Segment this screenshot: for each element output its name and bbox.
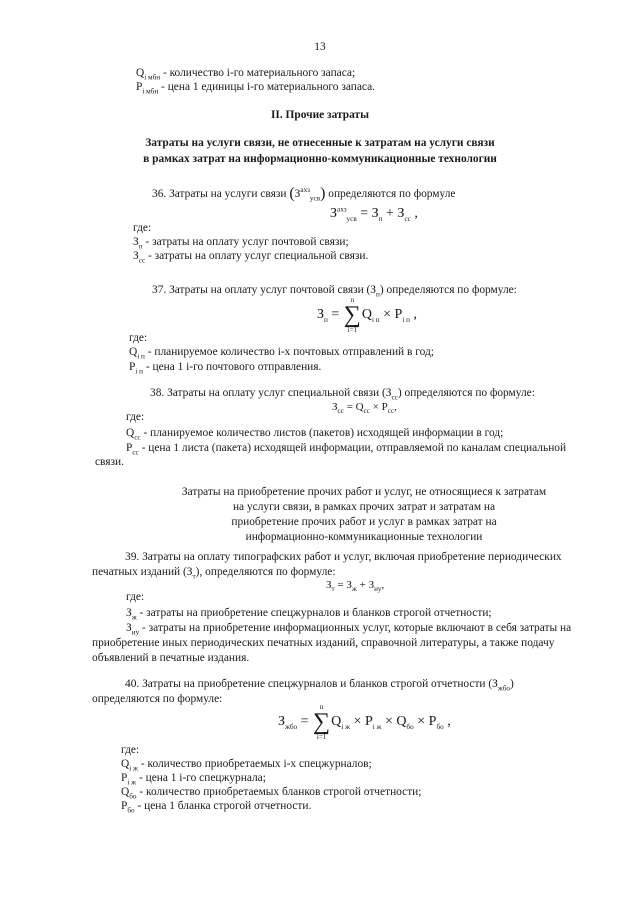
- sum-sign: ∑ n i=1: [343, 296, 361, 334]
- where-label: где:: [121, 744, 140, 756]
- item-36-heading: 36. Затраты на услуги связи $(З^{ахз}_{усв})$ определяются по формуле: [152, 185, 456, 203]
- def-q-bo: $Q_{бо}$ - количество приобретаемых бланков строгой отчетности;: [121, 786, 422, 801]
- def-z-ss: $З_{сс}$ - затраты на оплату услуг специальной связи.: [133, 250, 369, 265]
- subsection2-title-line: Затраты на приобретение прочих работ и услуг, не относящиеся к затратам: [181, 486, 547, 498]
- subsection2-title-line: на услуги связи, в рамках прочих затрат и затратам на: [232, 501, 496, 513]
- def-z-iu: $З_{иу}$ - затраты на приобретение информационных услуг, которые включают в себя затраты на: [126, 622, 572, 637]
- formula-38: $З_{сс} = Q_{сс} \times P_{сс}$,: [332, 401, 397, 416]
- formula-40: $З_{жбо}$ = ∑ n i=1 $Q_{i ж} \times P_{i ж} \times Q_{бо} \times P_{бо}$ ,: [278, 703, 451, 741]
- item-39-line2: печатных изданий $(З_т)$, определяются по формуле:: [92, 566, 336, 581]
- def-p-ss: $P_{сс}$ - цена 1 листа (пакета) исходящей информации, отправляемой по каналам специальной: [126, 442, 567, 457]
- item-37-heading: 37. Затраты на оплату услуг почтовой связи $(З_п)$ определяются по формуле:: [152, 284, 517, 299]
- formula-36: $З^{ахз}_{усв} = З_п + З_{сс}$ ,: [330, 205, 418, 223]
- def-z-iu-cont: объявлений в печатные издания.: [92, 652, 250, 664]
- formula-37: $З_п$ = ∑ n i=1 $Q_{i п} \times P_{i п}$ ,: [317, 296, 417, 334]
- subsection2-title-line: информационно-коммуникационные технологии: [245, 531, 483, 543]
- item-38-heading: 38. Затраты на оплату услуг специальной связи $(З_{сс})$ определяются по формуле:: [150, 387, 535, 402]
- def-z-iu-cont: приобретение иных периодических печатных изданий, справочной литературы, а также подачу: [92, 637, 555, 649]
- formula-39: $З_т = З_ж + З_{иу}$,: [326, 579, 385, 594]
- def-p-mbn: $P_{i мбн}$ - цена 1 единицы i-го материального запаса.: [136, 81, 375, 96]
- where-label: где:: [126, 591, 145, 603]
- def-p-zh: $P_{i ж}$ - цена 1 i-го спецжурнала;: [121, 772, 266, 787]
- subsection-title-line: в рамках затрат на информационно-коммуникационные технологии: [143, 153, 497, 165]
- subsection2-title-line: приобретение прочих работ и услуг в рамках затрат на: [231, 516, 497, 528]
- def-p-p: $P_{i п}$ - цена 1 i-го почтового отправления.: [129, 361, 322, 376]
- item-40-line2: определяются по формуле:: [92, 693, 223, 705]
- def-q-ss: $Q_{сс}$ - планируемое количество листов (пакетов) исходящей информации в год;: [126, 427, 504, 442]
- item-39-line1: 39. Затраты на оплату типографских работ и услуг, включая приобретение периодических: [125, 551, 562, 563]
- where-label: где:: [133, 222, 152, 234]
- def-p-bo: $P_{бо}$ - цена 1 бланка строгой отчетности.: [121, 800, 312, 815]
- def-q-zh: $Q_{i ж}$ - количество приобретаемых i-х спецжурналов;: [121, 758, 372, 773]
- sum-sign: ∑ n i=1: [313, 703, 331, 741]
- page-number: 13: [314, 41, 326, 53]
- where-label: где:: [129, 332, 148, 344]
- def-p-ss-cont: связи.: [95, 456, 124, 468]
- section-title: II. Прочие затраты: [271, 109, 369, 121]
- subsection-title-line: Затраты на услуги связи, не отнесенные к затратам на услуги связи: [145, 137, 495, 149]
- where-label: где:: [126, 411, 145, 423]
- def-z-p: $З_п$ - затраты на оплату услуг почтовой связи;: [133, 236, 349, 251]
- item-40-line1: 40. Затраты на приобретение спецжурналов и бланков строгой отчетности $(З_{жбо})$: [125, 678, 514, 693]
- def-z-zh: $З_ж$ - затраты на приобретение спецжурналов и бланков строгой отчетности;: [126, 607, 492, 622]
- def-q-mbn: $Q_{i мбн}$ - количество i-го материального запаса;: [136, 67, 356, 82]
- def-q-p: $Q_{i п}$ - планируемое количество i-х почтовых отправлений в год;: [129, 346, 434, 361]
